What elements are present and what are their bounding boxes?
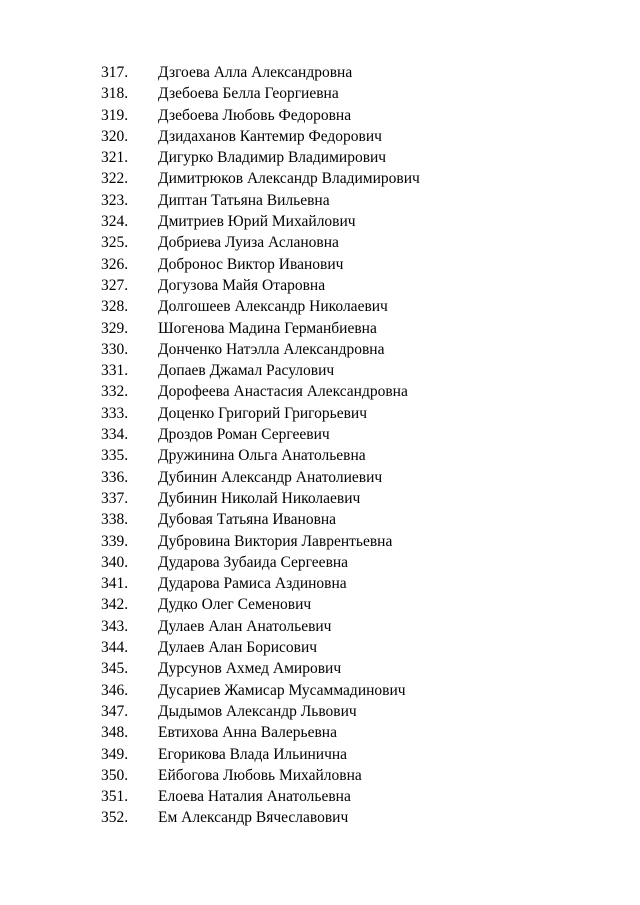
entry-name: Добронос Виктор Иванович bbox=[158, 255, 344, 273]
entry-number: 328. bbox=[101, 298, 129, 316]
list-item bbox=[0, 722, 640, 743]
entry-name: Дударова Зубаида Сергеевна bbox=[158, 553, 349, 571]
entry-number: 341. bbox=[101, 575, 129, 593]
list-item bbox=[0, 594, 640, 615]
list-item bbox=[0, 62, 640, 83]
entry-name: Дубровина Виктория Лаврентьевна bbox=[158, 532, 393, 550]
entry-name: Дмитриев Юрий Михайлович bbox=[158, 213, 356, 231]
entry-number: 343. bbox=[101, 617, 129, 635]
entry-name: Дзебоева Любовь Федоровна bbox=[158, 106, 352, 124]
entry-name: Дорофеева Анастасия Александровна bbox=[158, 383, 408, 401]
list-item bbox=[0, 701, 640, 722]
entry-name: Димитрюков Александр Владимирович bbox=[158, 170, 420, 188]
entry-number: 327. bbox=[101, 276, 129, 294]
entry-number: 329. bbox=[101, 319, 129, 337]
entry-number: 345. bbox=[101, 660, 129, 678]
entry-name: Дигурко Владимир Владимирович bbox=[158, 149, 387, 167]
list-item bbox=[0, 424, 640, 445]
entry-name: Допаев Джамал Расулович bbox=[158, 362, 335, 380]
entry-number: 330. bbox=[101, 340, 129, 358]
entry-name: Егорикова Влада Ильинична bbox=[158, 745, 348, 763]
list-item bbox=[0, 807, 640, 828]
list-item bbox=[0, 509, 640, 530]
entry-number: 325. bbox=[101, 234, 129, 252]
list-item bbox=[0, 403, 640, 424]
list-item bbox=[0, 296, 640, 317]
list-item bbox=[0, 190, 640, 211]
entry-number: 337. bbox=[101, 489, 129, 507]
entry-number: 319. bbox=[101, 106, 129, 124]
entry-number: 323. bbox=[101, 191, 129, 209]
entry-number: 326. bbox=[101, 255, 129, 273]
list-item bbox=[0, 105, 640, 126]
list-item bbox=[0, 744, 640, 765]
list-item bbox=[0, 488, 640, 509]
entry-name: Дусариев Жамисар Мусаммадинович bbox=[158, 681, 406, 699]
list-item bbox=[0, 658, 640, 679]
list-item bbox=[0, 232, 640, 253]
entry-number: 318. bbox=[101, 85, 129, 103]
list-item bbox=[0, 445, 640, 466]
entry-number: 342. bbox=[101, 596, 129, 614]
list-item bbox=[0, 765, 640, 786]
entry-number: 331. bbox=[101, 362, 129, 380]
entry-number: 321. bbox=[101, 149, 129, 167]
list-item bbox=[0, 680, 640, 701]
entry-number: 334. bbox=[101, 426, 129, 444]
entry-number: 322. bbox=[101, 170, 129, 188]
entry-name: Евтихова Анна Валерьевна bbox=[158, 724, 337, 742]
entry-number: 344. bbox=[101, 639, 129, 657]
list-item bbox=[0, 147, 640, 168]
list-item bbox=[0, 339, 640, 360]
entry-number: 347. bbox=[101, 702, 129, 720]
entry-name: Дзгоева Алла Александровна bbox=[158, 64, 353, 81]
entry-name: Догузова Майя Отаровна bbox=[158, 276, 326, 294]
entry-number: 350. bbox=[101, 766, 129, 784]
list-item bbox=[0, 318, 640, 339]
list-item bbox=[0, 126, 640, 147]
entry-number: 332. bbox=[101, 383, 129, 401]
entry-number: 346. bbox=[101, 681, 129, 699]
entry-name: Донченко Натэлла Александровна bbox=[158, 340, 385, 358]
entry-number: 339. bbox=[101, 532, 129, 550]
entry-name: Диптан Татьяна Вильевна bbox=[158, 191, 330, 209]
list-item bbox=[0, 552, 640, 573]
entry-name: Добриева Луиза Аслановна bbox=[158, 234, 339, 252]
entry-name: Дыдымов Александр Львович bbox=[158, 702, 357, 720]
entry-name: Долгошеев Александр Николаевич bbox=[158, 298, 388, 316]
entry-name: Ейбогова Любовь Михайловна bbox=[158, 766, 362, 784]
entry-name: Шогенова Мадина Германбиевна bbox=[158, 319, 377, 337]
entry-name: Дудко Олег Семенович bbox=[158, 596, 312, 614]
list-item bbox=[0, 573, 640, 594]
list-item bbox=[0, 360, 640, 381]
entry-name: Елоева Наталия Анатольевна bbox=[158, 788, 351, 806]
entry-number: 317. bbox=[101, 64, 129, 81]
entry-number: 352. bbox=[101, 809, 129, 827]
name-list bbox=[0, 62, 640, 829]
entry-number: 324. bbox=[101, 213, 129, 231]
list-item bbox=[0, 168, 640, 189]
entry-number: 320. bbox=[101, 127, 129, 145]
list-item bbox=[0, 616, 640, 637]
list-item bbox=[0, 786, 640, 807]
entry-name: Дулаев Алан Анатольевич bbox=[158, 617, 332, 635]
entry-number: 349. bbox=[101, 745, 129, 763]
entry-name: Дударова Рамиса Аздиновна bbox=[158, 575, 347, 593]
list-item bbox=[0, 637, 640, 658]
list-item bbox=[0, 531, 640, 552]
entry-name: Дубинин Александр Анатолиевич bbox=[158, 468, 383, 486]
list-item bbox=[0, 381, 640, 402]
entry-number: 338. bbox=[101, 511, 129, 529]
entry-name: Дзидаханов Кантемир Федорович bbox=[158, 127, 382, 145]
entry-name: Дубовая Татьяна Ивановна bbox=[158, 511, 337, 529]
entry-number: 335. bbox=[101, 447, 129, 465]
entry-number: 336. bbox=[101, 468, 129, 486]
entry-name: Дружинина Ольга Анатольевна bbox=[158, 447, 366, 465]
list-item bbox=[0, 254, 640, 275]
entry-name: Ем Александр Вячеславович bbox=[158, 809, 349, 827]
entry-number: 351. bbox=[101, 788, 129, 806]
entry-name: Дроздов Роман Сергеевич bbox=[158, 426, 330, 444]
entry-number: 348. bbox=[101, 724, 129, 742]
entry-name: Дзебоева Белла Георгиевна bbox=[158, 85, 339, 103]
entry-name: Дулаев Алан Борисович bbox=[158, 639, 318, 657]
list-item bbox=[0, 275, 640, 296]
list-item bbox=[0, 211, 640, 232]
entry-number: 340. bbox=[101, 553, 129, 571]
entry-name: Дубинин Николай Николаевич bbox=[158, 489, 361, 507]
entry-name: Дурсунов Ахмед Амирович bbox=[158, 660, 342, 678]
entry-name: Доценко Григорий Григорьевич bbox=[158, 404, 367, 422]
entry-number: 333. bbox=[101, 404, 129, 422]
list-item bbox=[0, 83, 640, 104]
list-item bbox=[0, 467, 640, 488]
